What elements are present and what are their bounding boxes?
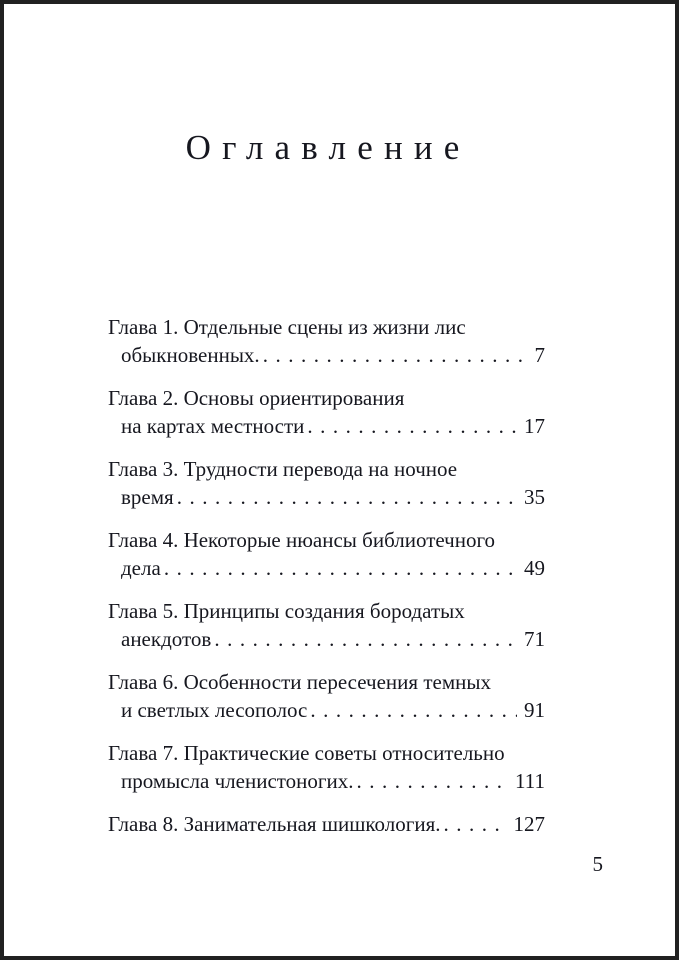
toc-entry-line <box>108 341 545 369</box>
toc-entry <box>108 313 545 369</box>
toc-entry <box>108 597 545 653</box>
toc-entry-line <box>108 313 545 341</box>
toc-entry-text: Глава 1. Отдельные сцены из жизни лис <box>108 315 466 339</box>
toc-entry-text: Глава 8. Занимательная шишкология. <box>108 812 441 836</box>
toc-entry-line <box>108 668 545 696</box>
toc-entry-line <box>108 412 545 440</box>
dot-leader <box>263 341 528 369</box>
toc-entry <box>108 526 545 582</box>
toc-entry-text: анекдотов <box>121 627 212 651</box>
toc-entry-text: Глава 5. Принципы создания бородатых <box>108 599 465 623</box>
dot-leader <box>307 412 517 440</box>
toc-entry-text: на картах местности <box>121 414 305 438</box>
toc-entry <box>108 384 545 440</box>
toc-entry-line <box>108 384 545 412</box>
toc-entry <box>108 810 545 838</box>
toc-entry-line <box>108 625 545 653</box>
toc-entry-text: дела <box>121 556 161 580</box>
dot-leader <box>214 625 517 653</box>
toc-entry-line <box>108 526 545 554</box>
toc-page-number: 91 <box>524 698 545 722</box>
toc-entry-line <box>108 767 545 795</box>
toc-page-number: 49 <box>524 556 545 580</box>
toc-page-number: 35 <box>524 485 545 509</box>
toc-page-number: 71 <box>524 627 545 651</box>
toc-entry-text: обыкновенных. <box>121 343 260 367</box>
toc-entry-line <box>108 696 545 724</box>
toc-page-number: 7 <box>534 343 545 367</box>
toc-list <box>108 313 545 838</box>
toc-entry <box>108 739 545 795</box>
toc-entry-text: Глава 7. Практические советы относительно <box>108 741 505 765</box>
dot-leader <box>444 810 507 838</box>
toc-entry-text: и светлых лесополос <box>121 698 308 722</box>
toc-entry-text: Глава 3. Трудности перевода на ночное <box>108 457 458 481</box>
page-title: Оглавление <box>185 128 471 167</box>
toc-entry-text: время <box>121 485 174 509</box>
toc-entry-text: промысла членистоногих. <box>121 769 354 793</box>
toc-entry-line <box>108 455 545 483</box>
toc-page-number: 127 <box>513 812 545 836</box>
dot-leader <box>357 767 509 795</box>
toc-entry-line <box>108 739 545 767</box>
toc-entry-line <box>108 554 545 582</box>
toc-entry-text: Глава 2. Основы ориентирования <box>108 386 405 410</box>
toc-entry <box>108 455 545 511</box>
dot-leader <box>310 696 517 724</box>
toc-entry <box>108 668 545 724</box>
toc-entry-line <box>108 483 545 511</box>
toc-entry-text: Глава 4. Некоторые нюансы библиотечного <box>108 528 496 552</box>
dot-leader <box>177 483 517 511</box>
toc-page-number: 17 <box>524 414 545 438</box>
dot-leader <box>164 554 517 582</box>
toc-page-number: 111 <box>515 769 545 793</box>
folio-page-number: 5 <box>592 852 603 876</box>
toc-entry-line <box>108 597 545 625</box>
toc-entry-text: Глава 6. Особенности пересечения темных <box>108 670 491 694</box>
toc-entry-line <box>108 810 545 838</box>
